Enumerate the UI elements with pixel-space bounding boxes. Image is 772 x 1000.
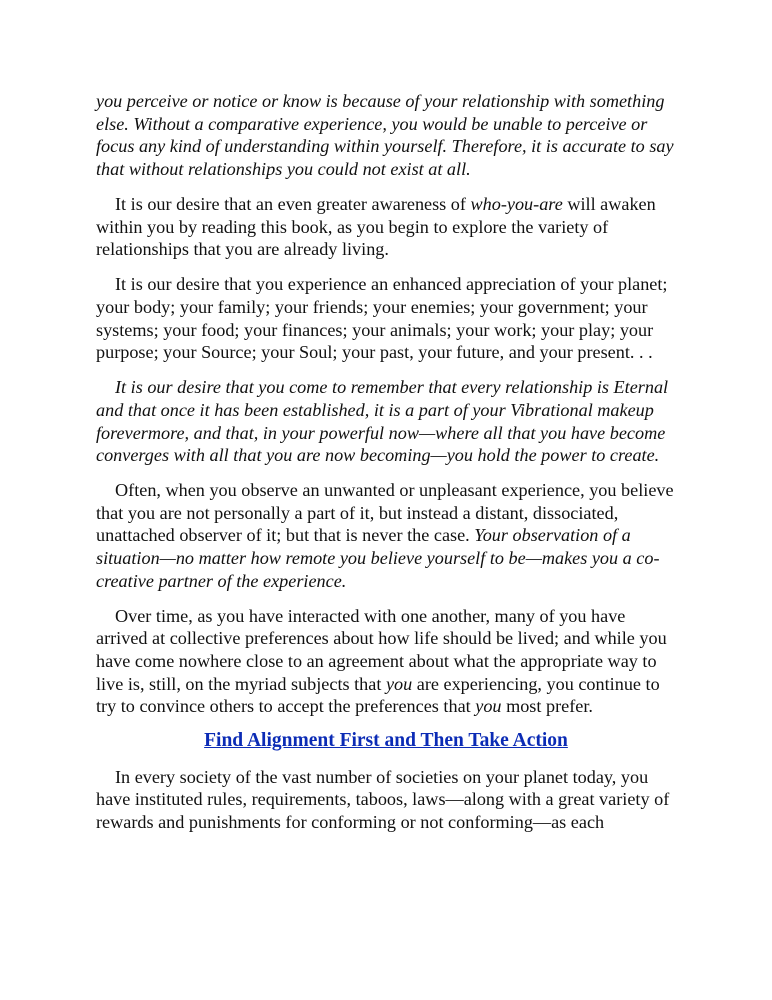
section-heading-link[interactable]: Find Alignment First and Then Take Action (204, 730, 568, 752)
section-heading (96, 730, 676, 753)
paragraph-7 (96, 766, 676, 834)
paragraph-2-text-a: It is our desire that an even greater awareness of (115, 193, 471, 214)
paragraph-1-italic-text: you perceive or notice or know is because of your relationship with something else. Without a comparative experience, you would be unable to perceive or focus any kind of understanding within yourself. Therefore, it is accurate to say that without relationships you could not exist at all. (96, 91, 674, 179)
paragraph-5 (96, 479, 676, 592)
paragraph-4 (96, 376, 676, 466)
paragraph-3-text: It is our desire that you experience an enhanced appreciation of your planet; your body; your family; your friends; your enemies; your government; your systems; your food; your finances; your animals; your work; your play; your purpose; your Source; your Soul; your past, your future, and your present. . . (96, 274, 668, 363)
paragraph-7-text: In every society of the vast number of societies on your planet today, you have instituted rules, requirements, taboos, laws—along with a great variety of rewards and punishments for conforming or not conforming—as each (96, 766, 670, 832)
paragraph-6 (96, 605, 676, 718)
paragraph-6-text-a: Over time, as you have interacted with one another, many of you have arrived at collective preferences about how life should be lived; and while you have come nowhere close to an agreement about what the appropriate way to live is, still, on the myriad subjects that (96, 605, 667, 694)
paragraph-1 (96, 90, 676, 180)
paragraph-6-italic-you-1: you (385, 673, 413, 694)
paragraph-5-italic: Your observation of a situation—no matter how remote you believe yourself to be—makes you a co-creative partner of the experience. (96, 525, 660, 591)
paragraph-2-italic: who-you-are (470, 193, 563, 214)
page-body (96, 90, 676, 846)
paragraph-6-text-e: most prefer. (501, 696, 593, 717)
paragraph-4-italic-text: It is our desire that you come to remember that every relationship is Eternal and that once it has been established, it is a part of your Vibrational makeup forevermore, and that, in your powerful now—where all that you have become converges with all that you are now becoming—you hold the power to create. (96, 377, 669, 466)
paragraph-3 (96, 273, 676, 363)
paragraph-2-text-c: will awaken within you by reading this book, as you begin to explore the variety of relationships that you are already living. (96, 193, 656, 260)
paragraph-2 (96, 193, 676, 261)
paragraph-6-italic-you-2: you (475, 696, 502, 717)
paragraph-6-text-c: are experiencing, you continue to try to convince others to accept the preferences that (96, 673, 660, 717)
paragraph-5-text-a: Often, when you observe an unwanted or unpleasant experience, you believe that you are not personally a part of it, but instead a distant, dissociated, unattached observer of it; but that is never the case. (96, 480, 674, 546)
